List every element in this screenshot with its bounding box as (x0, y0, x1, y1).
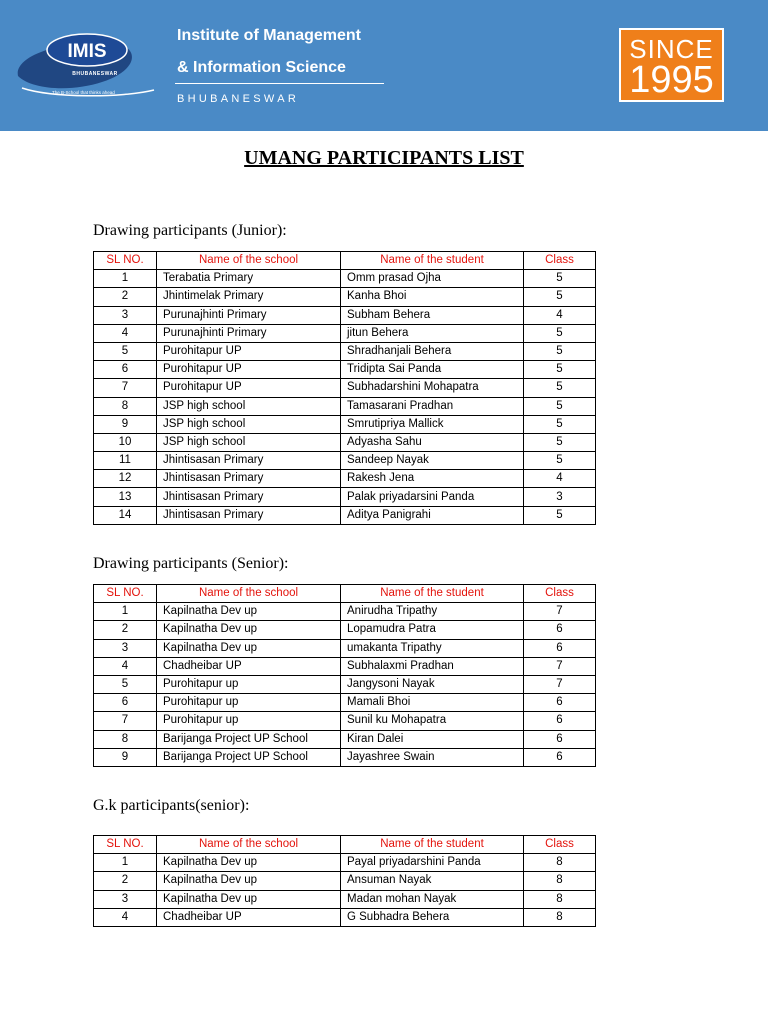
cell-class: 5 (524, 452, 596, 470)
table-header-row (94, 585, 596, 603)
cell-student: Subhalaxmi Pradhan (341, 657, 524, 675)
cell-student: Subham Behera (341, 306, 524, 324)
cell-sl-no: 13 (94, 488, 157, 506)
table-row (94, 639, 596, 657)
column-header-class: Class (524, 252, 596, 270)
cell-class: 7 (524, 603, 596, 621)
cell-sl-no: 14 (94, 506, 157, 524)
svg-text:The B-School that thinks ahead: The B-School that thinks ahead (52, 90, 115, 95)
column-header-sl-no: SL NO. (94, 252, 157, 270)
svg-text:BHUBANESWAR: BHUBANESWAR (72, 71, 118, 77)
cell-sl-no: 9 (94, 748, 157, 766)
cell-school: Chadheibar UP (157, 657, 341, 675)
svg-text:IMIS: IMIS (67, 41, 107, 62)
cell-school: Kapilnatha Dev up (157, 854, 341, 872)
cell-class: 8 (524, 872, 596, 890)
table-row (94, 433, 596, 451)
section-title-drawing-senior: Drawing participants (Senior): (93, 555, 289, 572)
table-row (94, 470, 596, 488)
column-header-class: Class (524, 585, 596, 603)
cell-class: 5 (524, 415, 596, 433)
cell-school: Kapilnatha Dev up (157, 890, 341, 908)
table-row (94, 452, 596, 470)
cell-sl-no: 2 (94, 288, 157, 306)
cell-sl-no: 1 (94, 603, 157, 621)
table-row (94, 415, 596, 433)
cell-school: Jhintimelak Primary (157, 288, 341, 306)
cell-class: 5 (524, 270, 596, 288)
cell-sl-no: 10 (94, 433, 157, 451)
imis-logo (12, 30, 157, 106)
table-row (94, 694, 596, 712)
table-row (94, 397, 596, 415)
cell-school: Purohitapur up (157, 675, 341, 693)
cell-school: Kapilnatha Dev up (157, 603, 341, 621)
cell-sl-no: 11 (94, 452, 157, 470)
cell-student: Tamasarani Pradhan (341, 397, 524, 415)
table-row (94, 306, 596, 324)
section-title-gk-senior: G.k participants(senior): (93, 797, 250, 814)
cell-class: 6 (524, 694, 596, 712)
cell-student: Aditya Panigrahi (341, 506, 524, 524)
table-row (94, 657, 596, 675)
cell-class: 7 (524, 675, 596, 693)
cell-class: 8 (524, 854, 596, 872)
cell-class: 8 (524, 890, 596, 908)
page-header (0, 0, 768, 131)
table-row (94, 748, 596, 766)
cell-school: Purohitapur up (157, 694, 341, 712)
cell-school: Barijanga Project UP School (157, 748, 341, 766)
cell-class: 5 (524, 397, 596, 415)
cell-class: 6 (524, 730, 596, 748)
since-badge (619, 28, 724, 102)
cell-sl-no: 12 (94, 470, 157, 488)
table-header-row (94, 252, 596, 270)
column-header-student: Name of the student (341, 252, 524, 270)
cell-class: 6 (524, 639, 596, 657)
table-row (94, 854, 596, 872)
cell-class: 6 (524, 621, 596, 639)
cell-school: Terabatia Primary (157, 270, 341, 288)
cell-class: 4 (524, 470, 596, 488)
cell-sl-no: 1 (94, 854, 157, 872)
cell-class: 8 (524, 908, 596, 926)
cell-class: 6 (524, 712, 596, 730)
cell-student: Sandeep Nayak (341, 452, 524, 470)
drawing-junior-table (93, 251, 596, 525)
cell-sl-no: 4 (94, 657, 157, 675)
cell-sl-no: 1 (94, 270, 157, 288)
institute-name-line1: Institute of Management (177, 27, 362, 44)
cell-class: 5 (524, 324, 596, 342)
cell-sl-no: 2 (94, 621, 157, 639)
cell-class: 5 (524, 342, 596, 360)
cell-sl-no: 6 (94, 694, 157, 712)
cell-student: Jayashree Swain (341, 748, 524, 766)
table-row (94, 324, 596, 342)
cell-school: Jhintisasan Primary (157, 452, 341, 470)
cell-class: 7 (524, 657, 596, 675)
cell-class: 5 (524, 288, 596, 306)
cell-school: Kapilnatha Dev up (157, 872, 341, 890)
cell-sl-no: 3 (94, 890, 157, 908)
cell-sl-no: 4 (94, 908, 157, 926)
table-row (94, 342, 596, 360)
column-header-school: Name of the school (157, 252, 341, 270)
cell-sl-no: 9 (94, 415, 157, 433)
since-label: SINCE (629, 34, 714, 64)
cell-sl-no: 5 (94, 342, 157, 360)
table-row (94, 908, 596, 926)
table-row (94, 270, 596, 288)
cell-class: 5 (524, 379, 596, 397)
cell-school: Purohitapur UP (157, 379, 341, 397)
column-header-student: Name of the student (341, 836, 524, 854)
cell-student: Ansuman Nayak (341, 872, 524, 890)
table-row (94, 730, 596, 748)
cell-student: umakanta Tripathy (341, 639, 524, 657)
cell-student: Rakesh Jena (341, 470, 524, 488)
cell-school: Barijanga Project UP School (157, 730, 341, 748)
institute-name-line2: & Information Science (177, 59, 346, 76)
cell-student: Madan mohan Nayak (341, 890, 524, 908)
section-title-drawing-junior: Drawing participants (Junior): (93, 222, 287, 239)
cell-student: Shradhanjali Behera (341, 342, 524, 360)
cell-sl-no: 3 (94, 639, 157, 657)
cell-class: 5 (524, 433, 596, 451)
table-row (94, 621, 596, 639)
cell-student: jitun Behera (341, 324, 524, 342)
since-year: 1995 (629, 59, 714, 101)
table-row (94, 712, 596, 730)
cell-sl-no: 5 (94, 675, 157, 693)
cell-sl-no: 7 (94, 712, 157, 730)
table-row (94, 603, 596, 621)
cell-school: Kapilnatha Dev up (157, 621, 341, 639)
institute-city: BHUBANESWAR (177, 93, 300, 105)
cell-school: Jhintisasan Primary (157, 470, 341, 488)
table-row (94, 675, 596, 693)
cell-student: Kiran Dalei (341, 730, 524, 748)
cell-school: Jhintisasan Primary (157, 488, 341, 506)
cell-sl-no: 8 (94, 730, 157, 748)
table-row (94, 288, 596, 306)
cell-student: Payal priyadarshini Panda (341, 854, 524, 872)
cell-student: Mamali Bhoi (341, 694, 524, 712)
cell-student: Adyasha Sahu (341, 433, 524, 451)
table-header-row (94, 836, 596, 854)
cell-student: Lopamudra Patra (341, 621, 524, 639)
cell-student: Omm prasad Ojha (341, 270, 524, 288)
cell-class: 4 (524, 306, 596, 324)
column-header-school: Name of the school (157, 585, 341, 603)
cell-class: 5 (524, 506, 596, 524)
cell-student: Anirudha Tripathy (341, 603, 524, 621)
column-header-student: Name of the student (341, 585, 524, 603)
cell-student: Smrutipriya Mallick (341, 415, 524, 433)
cell-school: Purunajhinti Primary (157, 306, 341, 324)
cell-student: Kanha Bhoi (341, 288, 524, 306)
table-row (94, 506, 596, 524)
drawing-senior-table (93, 584, 596, 767)
cell-sl-no: 3 (94, 306, 157, 324)
cell-school: JSP high school (157, 433, 341, 451)
gk-senior-table (93, 835, 596, 927)
column-header-class: Class (524, 836, 596, 854)
cell-school: Jhintisasan Primary (157, 506, 341, 524)
document-title: UMANG PARTICIPANTS LIST (244, 147, 524, 169)
table-row (94, 361, 596, 379)
cell-student: G Subhadra Behera (341, 908, 524, 926)
cell-school: Kapilnatha Dev up (157, 639, 341, 657)
cell-sl-no: 8 (94, 397, 157, 415)
cell-school: Purohitapur UP (157, 342, 341, 360)
table-row (94, 890, 596, 908)
cell-sl-no: 7 (94, 379, 157, 397)
cell-sl-no: 4 (94, 324, 157, 342)
column-header-sl-no: SL NO. (94, 585, 157, 603)
cell-sl-no: 6 (94, 361, 157, 379)
table-row (94, 872, 596, 890)
cell-student: Sunil ku Mohapatra (341, 712, 524, 730)
cell-class: 6 (524, 748, 596, 766)
cell-student: Jangysoni Nayak (341, 675, 524, 693)
column-header-sl-no: SL NO. (94, 836, 157, 854)
cell-sl-no: 2 (94, 872, 157, 890)
cell-school: JSP high school (157, 415, 341, 433)
cell-school: JSP high school (157, 397, 341, 415)
cell-school: Chadheibar UP (157, 908, 341, 926)
cell-school: Purohitapur up (157, 712, 341, 730)
table-row (94, 488, 596, 506)
cell-class: 3 (524, 488, 596, 506)
cell-school: Purunajhinti Primary (157, 324, 341, 342)
column-header-school: Name of the school (157, 836, 341, 854)
table-row (94, 379, 596, 397)
cell-student: Palak priyadarsini Panda (341, 488, 524, 506)
header-divider (175, 83, 384, 84)
cell-student: Subhadarshini Mohapatra (341, 379, 524, 397)
cell-school: Purohitapur UP (157, 361, 341, 379)
cell-class: 5 (524, 361, 596, 379)
cell-student: Tridipta Sai Panda (341, 361, 524, 379)
